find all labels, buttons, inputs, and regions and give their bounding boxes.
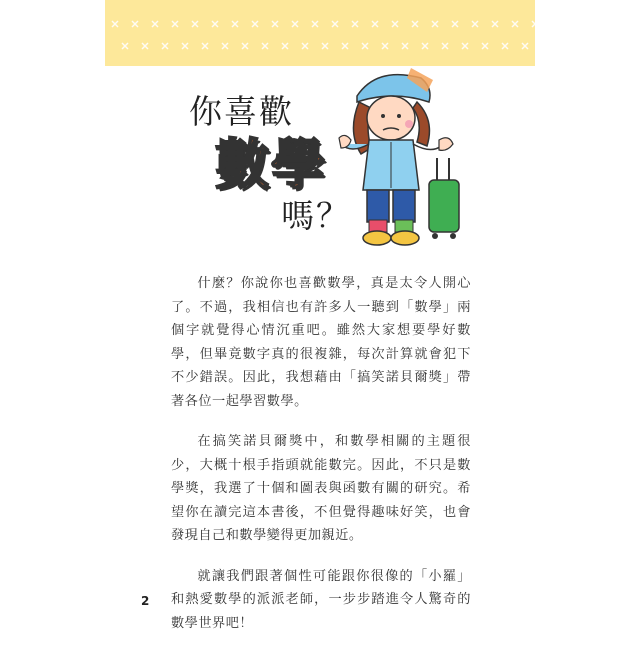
title-line-1: 你喜歡 — [189, 92, 294, 131]
paragraph-3: 就讓我們跟著個性可能跟你很像的「小羅」和熱愛數學的派派老師，一步步踏進令人驚奇的數學世界吧！ — [171, 568, 471, 631]
book-page — [105, 0, 535, 640]
page-number: 2 — [141, 594, 150, 608]
cross-pattern-decoration — [105, 0, 535, 66]
girl-with-suitcase-illustration — [337, 62, 467, 250]
title-line-3: 嗎？ — [281, 196, 351, 235]
paragraph-1: 什麼？你說你也喜歡數學，真是太令人開心了。不過，我相信也有許多人一聽到「數學」兩個字就覺得心情沉重吧。雖然大家想要學好數學，但畢竟數字真的很複雜，每次計算就會犯下不少錯誤。因此，我想藉由「搞笑諾貝爾獎」帶著各位一起學習數學。 — [171, 276, 471, 409]
paragraph-2: 在搞笑諾貝爾獎中，和數學相關的主題很少，大概十根手指頭就能數完。因此，不只是數學獎，我選了十個和圖表與函數有關的研究。希望你在讀完這本書後，不但覺得趣味好笑，也會發現自己和數學變得更加親近。 — [171, 434, 471, 543]
body-text — [171, 272, 471, 652]
title-line-2: 數學 — [215, 133, 327, 196]
header-band — [105, 0, 535, 66]
